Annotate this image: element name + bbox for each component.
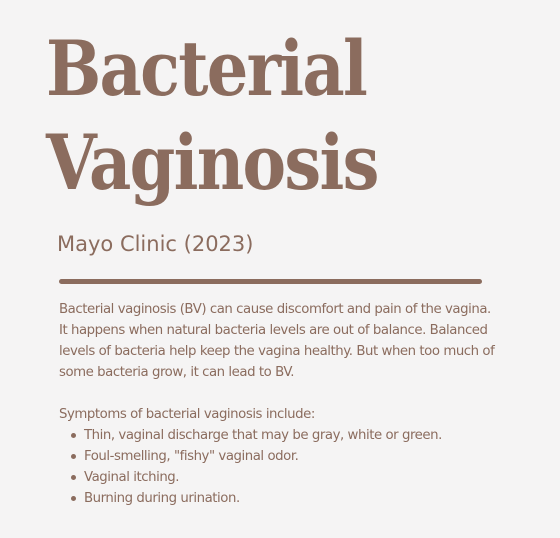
symptoms-list xyxy=(59,425,442,509)
bullet-icon xyxy=(71,496,76,501)
symptom-item xyxy=(59,488,442,509)
bullet-icon xyxy=(71,475,76,480)
symptoms-heading: Symptoms of bacterial vaginosis include: xyxy=(59,407,315,422)
symptom-text: Burning during urination. xyxy=(84,491,240,506)
symptom-item xyxy=(59,446,442,467)
bullet-icon xyxy=(71,454,76,459)
divider xyxy=(59,279,482,284)
description-paragraph: Bacterial vaginosis (BV) can cause discomfort and pain of the vagina. It happens when natural bacteria levels are out of balance. Balanced levels of bacteria help keep the vagina healthy. But when too much of some bacteria grow, it can lead to BV. xyxy=(59,302,495,380)
symptom-text: Vaginal itching. xyxy=(84,470,180,485)
bullet-icon xyxy=(71,433,76,438)
symptom-text: Foul-smelling, "fishy" vaginal odor. xyxy=(84,449,299,464)
title-line-2: Vaginosis xyxy=(46,118,378,207)
title-line-1: Bacterial xyxy=(46,24,367,113)
source-citation: Mayo Clinic (2023) xyxy=(57,232,254,256)
page-title xyxy=(46,22,378,210)
symptom-text: Thin, vaginal discharge that may be gray, white or green. xyxy=(84,428,442,443)
symptom-item xyxy=(59,467,442,488)
symptom-item xyxy=(59,425,442,446)
